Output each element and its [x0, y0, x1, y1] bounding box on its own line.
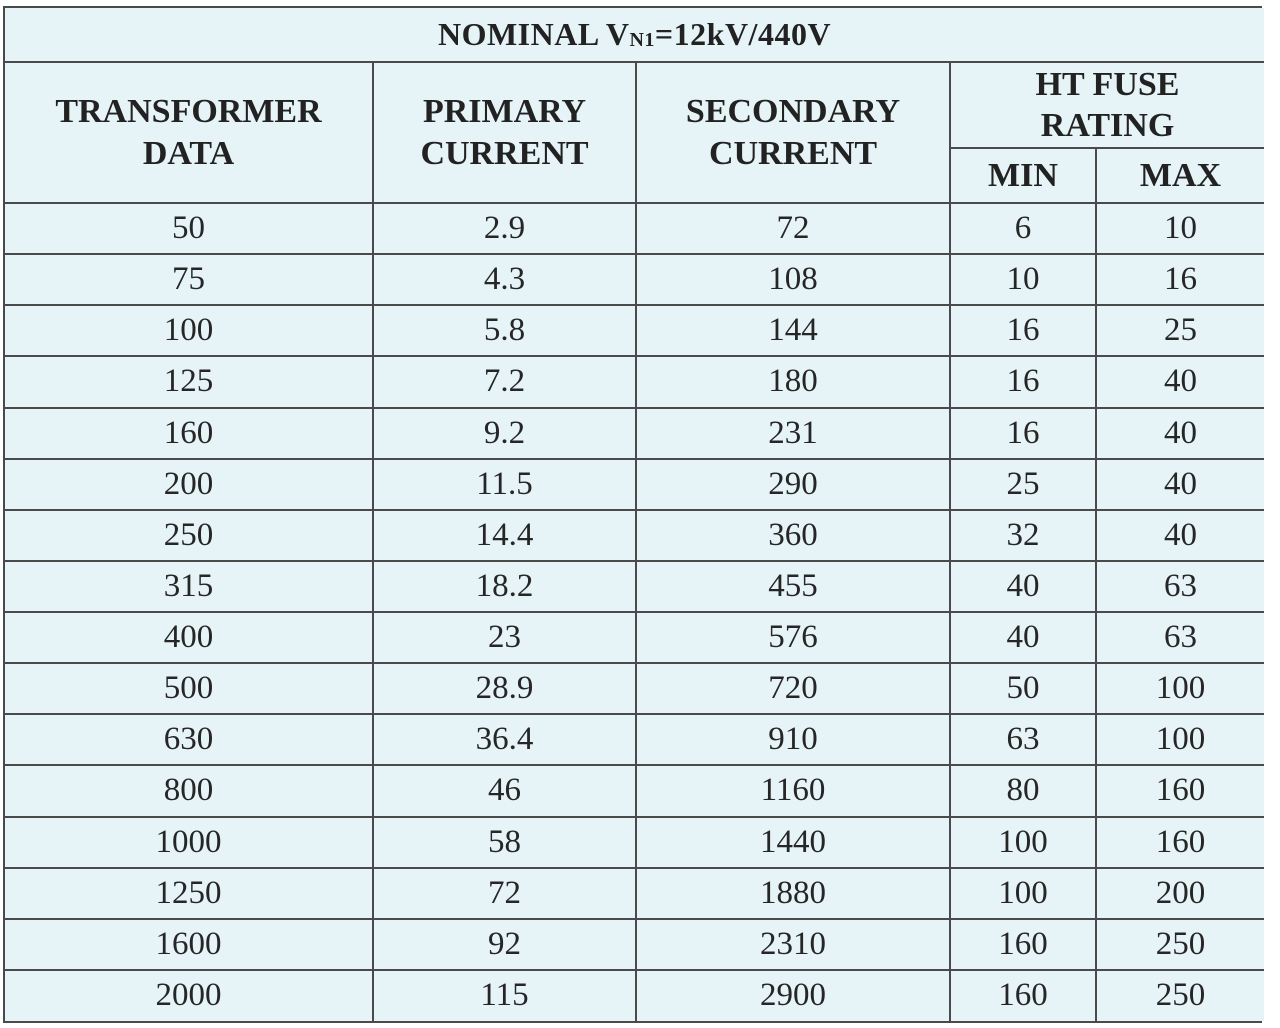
cell-fuse-max: 100: [1096, 714, 1264, 765]
cell-fuse-max: 63: [1096, 561, 1264, 612]
header-ht-fuse-rating: [950, 62, 1264, 148]
cell-primary-current: 28.9: [373, 663, 636, 714]
cell-fuse-min: 40: [950, 612, 1096, 663]
table-row: [5, 970, 1264, 1021]
header-transformer-data: [5, 62, 373, 203]
cell-secondary-current: 910: [636, 714, 950, 765]
header-primary-line1: PRIMARY: [422, 92, 587, 130]
cell-fuse-min: 6: [950, 203, 1096, 254]
table-row: [5, 459, 1264, 510]
cell-secondary-current: 455: [636, 561, 950, 612]
cell-fuse-max: 40: [1096, 408, 1264, 459]
cell-fuse-max: 160: [1096, 817, 1264, 868]
header-max: MAX: [1096, 148, 1264, 203]
cell-primary-current: 5.8: [373, 305, 636, 356]
cell-secondary-current: 72: [636, 203, 950, 254]
cell-fuse-min: 40: [950, 561, 1096, 612]
fuse-rating-table-container: [3, 6, 1262, 1023]
cell-primary-current: 7.2: [373, 356, 636, 407]
cell-primary-current: 46: [373, 765, 636, 816]
header-fuse-line2: RATING: [1040, 107, 1175, 144]
cell-transformer-data: 1250: [5, 868, 373, 919]
cell-fuse-min: 160: [950, 970, 1096, 1021]
cell-transformer-data: 160: [5, 408, 373, 459]
cell-fuse-min: 25: [950, 459, 1096, 510]
title-subscript: N1: [629, 29, 655, 51]
header-secondary-line2: CURRENT: [708, 134, 878, 172]
cell-secondary-current: 290: [636, 459, 950, 510]
cell-transformer-data: 100: [5, 305, 373, 356]
cell-transformer-data: 50: [5, 203, 373, 254]
table-row: [5, 561, 1264, 612]
cell-fuse-max: 250: [1096, 970, 1264, 1021]
table-row: [5, 305, 1264, 356]
cell-primary-current: 23: [373, 612, 636, 663]
cell-fuse-min: 16: [950, 305, 1096, 356]
table-row: [5, 714, 1264, 765]
table-row: [5, 612, 1264, 663]
cell-transformer-data: 1000: [5, 817, 373, 868]
table-body: [5, 203, 1264, 1021]
cell-secondary-current: 720: [636, 663, 950, 714]
header-transformer-line2: DATA: [142, 134, 235, 172]
cell-primary-current: 4.3: [373, 254, 636, 305]
cell-secondary-current: 231: [636, 408, 950, 459]
cell-transformer-data: 630: [5, 714, 373, 765]
table-row: [5, 817, 1264, 868]
cell-primary-current: 58: [373, 817, 636, 868]
cell-fuse-min: 16: [950, 408, 1096, 459]
table-row: [5, 203, 1264, 254]
cell-transformer-data: 500: [5, 663, 373, 714]
header-primary-current: [373, 62, 636, 203]
cell-transformer-data: 75: [5, 254, 373, 305]
cell-secondary-current: 2900: [636, 970, 950, 1021]
cell-fuse-max: 16: [1096, 254, 1264, 305]
table-row: [5, 356, 1264, 407]
cell-secondary-current: 2310: [636, 919, 950, 970]
cell-fuse-min: 100: [950, 868, 1096, 919]
cell-fuse-max: 63: [1096, 612, 1264, 663]
cell-primary-current: 9.2: [373, 408, 636, 459]
fuse-rating-table: [5, 8, 1264, 1021]
cell-primary-current: 18.2: [373, 561, 636, 612]
cell-fuse-min: 80: [950, 765, 1096, 816]
cell-fuse-max: 40: [1096, 356, 1264, 407]
table-row: [5, 868, 1264, 919]
cell-primary-current: 2.9: [373, 203, 636, 254]
cell-primary-current: 72: [373, 868, 636, 919]
cell-fuse-min: 10: [950, 254, 1096, 305]
cell-fuse-min: 160: [950, 919, 1096, 970]
header-secondary-line1: SECONDARY: [685, 92, 901, 130]
cell-secondary-current: 144: [636, 305, 950, 356]
cell-transformer-data: 200: [5, 459, 373, 510]
cell-fuse-max: 160: [1096, 765, 1264, 816]
cell-secondary-current: 360: [636, 510, 950, 561]
table-row: [5, 919, 1264, 970]
title-suffix: =12kV/440V: [654, 16, 832, 52]
title-prefix: NOMINAL V: [437, 16, 630, 52]
table-row: [5, 663, 1264, 714]
cell-primary-current: 14.4: [373, 510, 636, 561]
cell-secondary-current: 576: [636, 612, 950, 663]
cell-fuse-max: 25: [1096, 305, 1264, 356]
header-min: MIN: [950, 148, 1096, 203]
cell-transformer-data: 315: [5, 561, 373, 612]
cell-transformer-data: 2000: [5, 970, 373, 1021]
table-header: [5, 8, 1264, 203]
cell-fuse-max: 250: [1096, 919, 1264, 970]
header-fuse-line1: HT FUSE: [1035, 66, 1180, 103]
cell-fuse-min: 63: [950, 714, 1096, 765]
cell-secondary-current: 1160: [636, 765, 950, 816]
cell-transformer-data: 1600: [5, 919, 373, 970]
header-primary-line2: CURRENT: [420, 134, 589, 172]
table-row: [5, 765, 1264, 816]
cell-primary-current: 36.4: [373, 714, 636, 765]
cell-primary-current: 11.5: [373, 459, 636, 510]
cell-secondary-current: 1880: [636, 868, 950, 919]
cell-fuse-max: 200: [1096, 868, 1264, 919]
table-row: [5, 408, 1264, 459]
cell-secondary-current: 1440: [636, 817, 950, 868]
cell-primary-current: 115: [373, 970, 636, 1021]
header-secondary-current: [636, 62, 950, 203]
cell-transformer-data: 250: [5, 510, 373, 561]
cell-fuse-min: 50: [950, 663, 1096, 714]
cell-transformer-data: 400: [5, 612, 373, 663]
cell-fuse-max: 10: [1096, 203, 1264, 254]
cell-secondary-current: 180: [636, 356, 950, 407]
header-row-top: [5, 62, 1264, 148]
cell-fuse-min: 16: [950, 356, 1096, 407]
header-transformer-line1: TRANSFORMER: [55, 92, 322, 130]
cell-primary-current: 92: [373, 919, 636, 970]
cell-fuse-min: 100: [950, 817, 1096, 868]
table-row: [5, 510, 1264, 561]
cell-fuse-max: 40: [1096, 459, 1264, 510]
cell-fuse-min: 32: [950, 510, 1096, 561]
cell-fuse-max: 100: [1096, 663, 1264, 714]
cell-secondary-current: 108: [636, 254, 950, 305]
table-row: [5, 254, 1264, 305]
cell-fuse-max: 40: [1096, 510, 1264, 561]
cell-transformer-data: 800: [5, 765, 373, 816]
table-title: [5, 8, 1264, 62]
cell-transformer-data: 125: [5, 356, 373, 407]
title-row: [5, 8, 1264, 62]
